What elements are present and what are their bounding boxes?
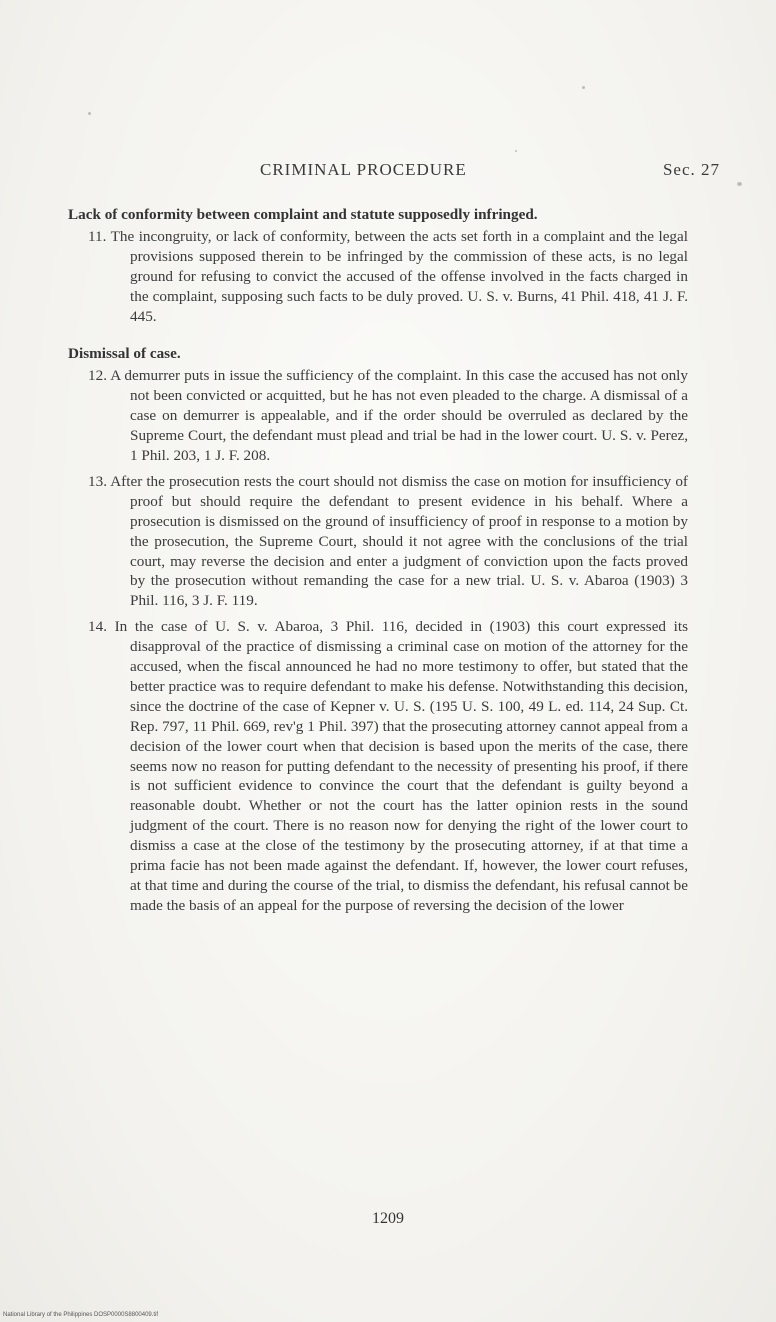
paragraph-text: The incongruity, or lack of conformity, between the acts set forth in a complaint and the legal provisions supposed therein to be infringed by the commission of these acts, is no legal ground for refusing to convict the accused of the offense involved in the facts charged in the complaint, supposing such facts to be duly proved. U. S. v. Burns, 41 Phil. 418, 41 J. F. 445.: [110, 227, 688, 325]
scan-credit: National Library of the Philippines DOSP0000S8800409.tif: [3, 1312, 159, 1318]
paragraph-number: 14.: [88, 618, 107, 636]
paragraph-text: In the case of U. S. v. Abaroa, 3 Phil. 116, decided in (1903) this court expressed its disapproval of the practice of dismissing a criminal case on motion of the attorney for the accused, when the fiscal announced he had no more testimony to offer, but stated that the better practice was to require defendant to make his defense. Notwithstanding this decision, since the doctrine of the case of Kepner v. U. S. (195 U. S. 100, 49 L. ed. 114, 24 Sup. Ct. Rep. 797, 11 Phil. 669, rev'g 1 Phil. 397) that the prosecuting attorney cannot appeal from a decision of the lower court when that decision is based upon the merits of the case, there seems now no reason for putting defendant to the necessity of presenting his proof, if there is not sufficient evidence to convince the court that the defendant is guilty beyond a reasonable doubt. Whether or not the court has the latter opinion rests in the sound judgment of the court. There is no reason now for denying the right of the lower court to dismiss a case at the close of the testimony by the prosecuting attorney, if at that time a prima facie has not been made against the defendant. If, however, the lower court refuses, at that time and during the course of the trial, to dismiss the defendant, his refusal cannot be made the basis of an appeal for the purpose of reversing the decision of the lower: [114, 618, 688, 914]
scan-speck: [737, 182, 742, 186]
section-reference: Sec. 27: [662, 160, 720, 179]
scan-speck: [88, 112, 91, 115]
paragraph-text: A demurrer puts in issue the sufficiency of the complaint. In this case the accused has not only not been convicted or acquitted, but he has not even pleaded to the charge. A dismissal of a case on demurrer is appealable, and if the order should be overruled as declared by the Supreme Court, the defendant must plead and trial be had in the lower court. U. S. v. Perez, 1 Phil. 203, 1 J. F. 208.: [110, 367, 688, 464]
scan-speck: [515, 150, 517, 152]
page-number: 1209: [372, 1210, 404, 1227]
paragraph-number: 11.: [88, 227, 107, 245]
paragraph-14: [68, 617, 688, 916]
paragraph-11: [68, 227, 688, 327]
paragraph-12: [68, 366, 688, 466]
paragraph-number: 12.: [88, 367, 107, 385]
scan-speck: [582, 86, 585, 89]
page-body: [68, 205, 688, 922]
section-dismissal-of-case: [68, 344, 688, 915]
paragraph-text: After the prosecution rests the court should not dismiss the case on motion for insufficiency of proof but should require the defendant to present evidence in his behalf. Where a prosecution is dismissed on the ground of insufficiency of proof in response to a motion by the prosecution, the Supreme Court, should it not agree with the conclusions of the trial court, may reverse the decision and enter a judgment of conviction upon the facts proved by the prosecution without remanding the case for a new trial. U. S. v. Abaroa (1903) 3 Phil. 116, 3 J. F. 119.: [110, 472, 688, 610]
section-lack-of-conformity: [68, 205, 688, 326]
paragraph-number: 13.: [88, 472, 107, 490]
section-heading: Lack of conformity between complaint and statute supposedly infringed.: [68, 206, 538, 223]
section-heading: Dismissal of case.: [68, 345, 181, 363]
running-header: [70, 160, 720, 186]
paragraph-13: [68, 472, 688, 611]
running-title: CRIMINAL PROCEDURE: [260, 160, 467, 179]
